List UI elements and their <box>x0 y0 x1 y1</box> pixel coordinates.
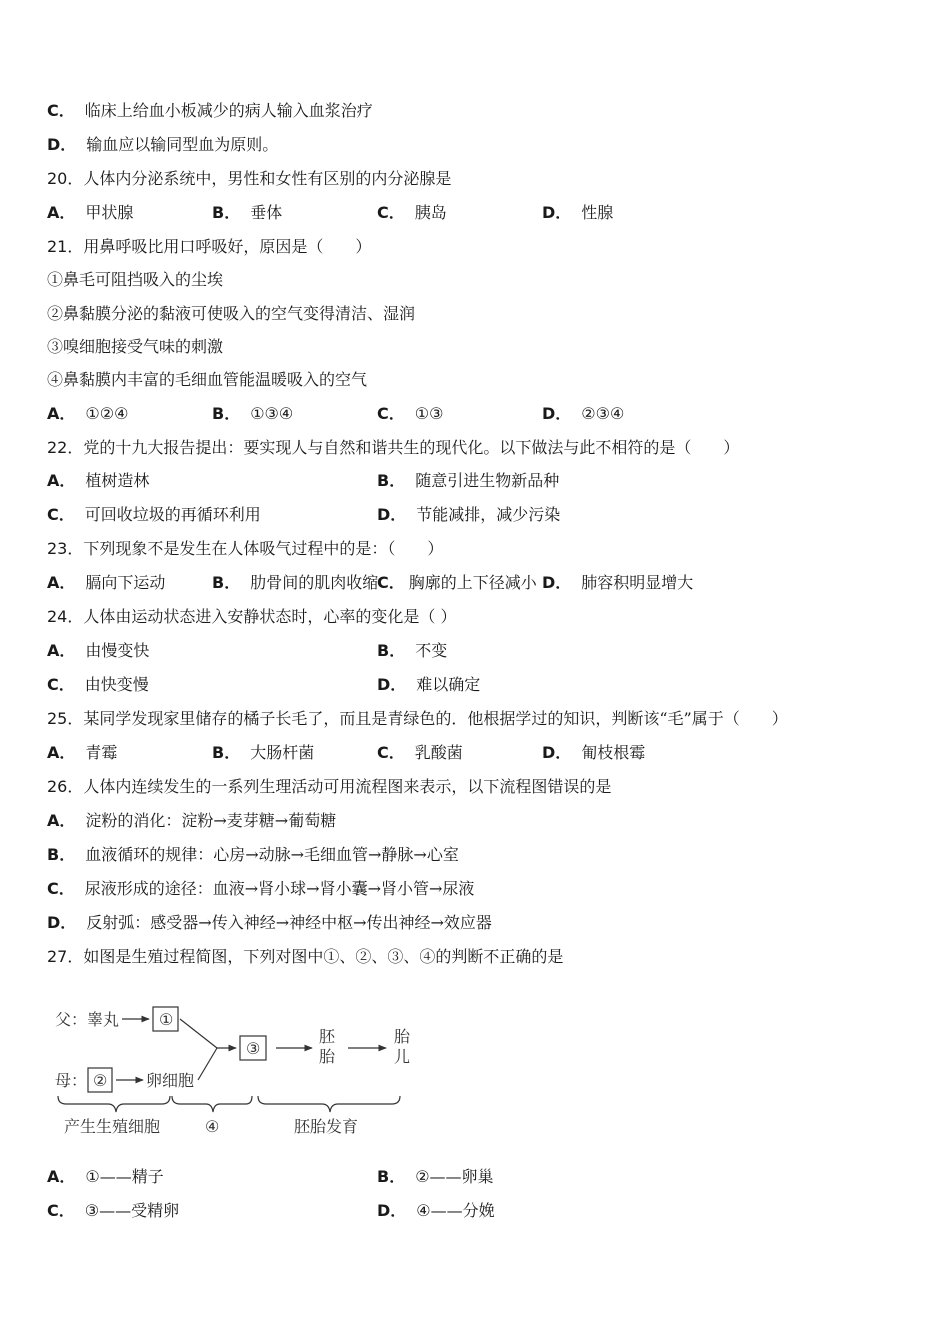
q26-option-d: D． 反射弧：感受器→传入神经→神经中枢→传出神经→效应器 <box>47 913 492 932</box>
q21-option-b: B． ①③④ <box>212 404 294 423</box>
diagram-brace-label: 产生生殖细胞 <box>64 1117 161 1136</box>
question-23-stem: 23．下列现象不是发生在人体吸气过程中的是：（ ） <box>47 539 444 558</box>
q26-option-b: B． 血液循环的规律：心房→动脉→毛细血管→静脉→心室 <box>47 845 459 864</box>
question-26-stem: 26．人体内连续发生的一系列生理活动可用流程图来表示，以下流程图错误的是 <box>47 777 612 796</box>
q27-option-c: C． ③——受精卵 <box>47 1201 180 1220</box>
q20-option-d: D． 性腺 <box>542 203 614 222</box>
q27-option-d: D． ④——分娩 <box>377 1201 495 1220</box>
q21-statement: ④鼻黏膜内丰富的毛细血管能温暖吸入的空气 <box>47 370 368 389</box>
q25-option-a: A． 青霉 <box>47 743 118 762</box>
q23-option-a: A． 膈向下运动 <box>47 573 166 592</box>
q24-option-c: C． 由快变慢 <box>47 675 149 694</box>
question-20-stem: 20．人体内分泌系统中，男性和女性有区别的内分泌腺是 <box>47 169 452 188</box>
q23-option-c: C． 胸廓的上下径减小 <box>377 573 537 592</box>
q22-option-b: B． 随意引进生物新品种 <box>377 471 560 490</box>
diagram-box3: ③ <box>246 1039 261 1058</box>
q25-option-c: C． 乳酸菌 <box>377 743 463 762</box>
q21-option-d: D． ②③④ <box>542 404 625 423</box>
q21-statement: ②鼻黏膜分泌的黏液可使吸入的空气变得清洁、湿润 <box>47 304 416 323</box>
diagram-brace-label: ④ <box>205 1117 220 1136</box>
q20-option-a: A． 甲状腺 <box>47 203 134 222</box>
q27-option-b: B． ②——卵巢 <box>377 1167 494 1186</box>
q27-option-a: A． ①——精子 <box>47 1167 164 1186</box>
q22-option-c: C． 可回收垃圾的再循环利用 <box>47 505 261 524</box>
diagram-father-label: 父：睾丸 <box>55 1010 120 1029</box>
q25-option-b: B． 大肠杆菌 <box>212 743 315 762</box>
q26-option-a: A． 淀粉的消化：淀粉→麦芽糖→葡萄糖 <box>47 811 337 830</box>
q23-option-d: D． 肺容积明显增大 <box>542 573 694 592</box>
diagram-box1: ① <box>159 1010 174 1029</box>
question-22-stem: 22．党的十九大报告提出：要实现人与自然和谐共生的现代化。以下做法与此不相符的是（ ） <box>47 438 740 457</box>
diagram-embryo-label: 胎 <box>319 1047 336 1066</box>
question-27-stem: 27．如图是生殖过程简图，下列对图中①、②、③、④的判断不正确的是 <box>47 947 564 966</box>
q26-option-c: C． 尿液形成的途径：血液→肾小球→肾小囊→肾小管→尿液 <box>47 879 475 898</box>
q22-option-a: A． 植树造林 <box>47 471 150 490</box>
diagram-fetus-label: 儿 <box>394 1047 411 1066</box>
q25-option-d: D． 匍枝根霉 <box>542 743 646 762</box>
diagram-embryo-label: 胚 <box>319 1027 336 1046</box>
q21-statement: ③嗅细胞接受气味的刺激 <box>47 337 224 356</box>
diagram-mother-label: 母： <box>55 1071 88 1090</box>
q21-statement: ①鼻毛可阻挡吸入的尘埃 <box>47 270 224 289</box>
q20-option-b: B． 垂体 <box>212 203 283 222</box>
diagram-brace-label: 胚胎发育 <box>294 1117 359 1136</box>
q24-option-b: B． 不变 <box>377 641 448 660</box>
q21-option-c: C． ①③ <box>377 404 444 423</box>
diagram-fetus-label: 胎 <box>394 1027 411 1046</box>
q22-option-d: D． 节能减排，减少污染 <box>377 505 561 524</box>
question-25-stem: 25．某同学发现家里储存的橘子长毛了，而且是青绿色的．他根据学过的知识，判断该“毛”属于（ ） <box>47 709 788 728</box>
q24-option-d: D． 难以确定 <box>377 675 481 694</box>
reproduction-diagram <box>50 992 420 1142</box>
q24-option-a: A． 由慢变快 <box>47 641 150 660</box>
q20-option-c: C． 胰岛 <box>377 203 447 222</box>
diagram-box2: ② <box>93 1071 108 1090</box>
option-c-prev: C． 临床上给血小板减少的病人输入血浆治疗 <box>47 101 373 120</box>
q21-option-a: A． ①②④ <box>47 404 129 423</box>
q23-option-b: B． 肋骨间的肌肉收缩 <box>212 573 379 592</box>
diagram-egg-label: 卵细胞 <box>146 1071 195 1090</box>
option-d-prev: D． 输血应以输同型血为原则。 <box>47 135 279 154</box>
question-24-stem: 24．人体由运动状态进入安静状态时，心率的变化是（ ） <box>47 607 457 626</box>
question-21-stem: 21．用鼻呼吸比用口呼吸好，原因是（ ） <box>47 237 372 256</box>
